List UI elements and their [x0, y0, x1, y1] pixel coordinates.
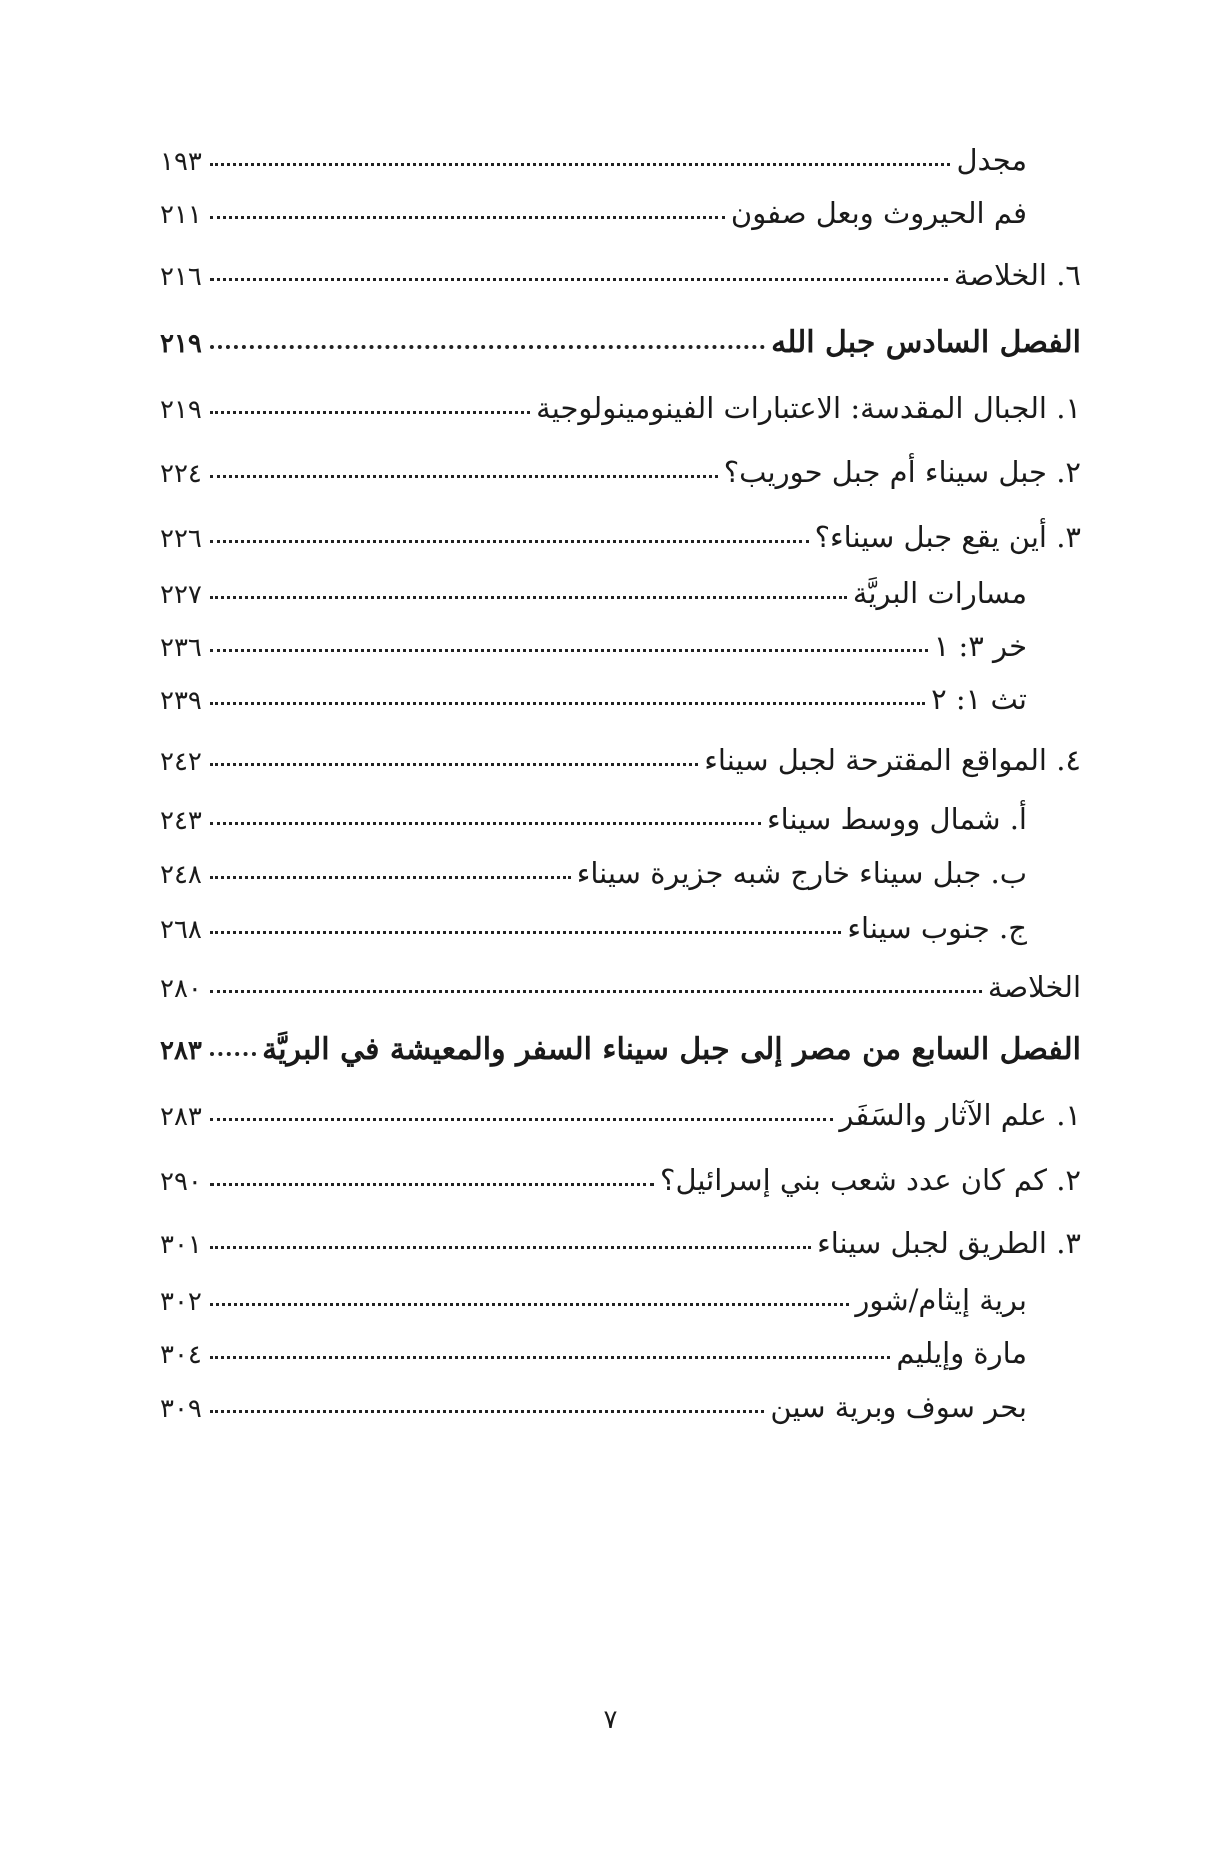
toc-entry-title: برية إيثام/شور	[855, 1283, 1027, 1317]
dot-leader	[210, 163, 950, 166]
toc-entry	[160, 903, 1081, 953]
toc-entry	[160, 848, 1081, 898]
toc-entry	[160, 1155, 1081, 1205]
toc-entry	[160, 962, 1081, 1012]
dot-leader	[210, 990, 982, 993]
toc-entry	[160, 1218, 1081, 1268]
toc-entry-title: مسارات البريَّة	[852, 576, 1027, 610]
dot-leader	[210, 876, 571, 879]
dot-leader	[210, 702, 925, 705]
toc-entry	[160, 383, 1081, 433]
toc-entry-page: ٢٢٤	[160, 459, 202, 489]
toc-entry-page: ٣٠٢	[160, 1287, 202, 1317]
toc-entry-title: ٣. أين يقع جبل سيناء؟	[814, 520, 1081, 554]
toc-entry-title: ٣. الطريق لجبل سيناء	[817, 1226, 1081, 1260]
toc-entry-page: ٣٠١	[160, 1230, 202, 1260]
toc-entry	[160, 1328, 1081, 1378]
toc-entry-page: ٢١٩	[160, 395, 202, 425]
toc-entry-page: ٢٤٢	[160, 747, 202, 777]
toc-chapter-entry	[160, 1025, 1081, 1075]
dot-leader	[210, 1303, 849, 1306]
toc-entry-title: ١. علم الآثار والسَفَر	[839, 1098, 1081, 1132]
toc-entry-page: ٢٨٣	[160, 1036, 202, 1066]
dot-leader	[210, 411, 530, 414]
toc-entry	[160, 447, 1081, 497]
toc-entry-page: ٢٨٣	[160, 1102, 202, 1132]
toc-entry	[160, 1382, 1081, 1432]
toc-entry-title: تث ١: ٢	[931, 682, 1027, 716]
dot-leader	[210, 540, 809, 543]
toc-entry-page: ٢٦٨	[160, 915, 202, 945]
dot-leader	[210, 1410, 764, 1413]
toc-entry-page: ٢٤٨	[160, 860, 202, 890]
dot-leader	[210, 596, 847, 599]
dot-leader	[210, 822, 761, 825]
toc-entry	[160, 1090, 1081, 1140]
dot-leader	[210, 1052, 256, 1056]
dot-leader	[210, 649, 928, 652]
toc-entry-page: ٢٢٦	[160, 524, 202, 554]
dot-leader	[210, 475, 718, 478]
toc-entry	[160, 568, 1081, 618]
dot-leader	[210, 1118, 833, 1121]
toc-entry	[160, 794, 1081, 844]
toc-entry-page: ٢١٩	[160, 329, 202, 359]
toc-entry	[160, 674, 1081, 724]
toc-entry-page: ٣٠٤	[160, 1340, 202, 1370]
toc-entry-title: الفصل السابع من مصر إلى جبل سيناء السفر والمعيشة في البريَّة	[262, 1032, 1081, 1067]
toc-entry-title: فم الحيروث وبعل صفون	[730, 196, 1027, 230]
toc-entry-title: خر ٣: ١	[933, 629, 1027, 663]
toc-entry	[160, 188, 1081, 238]
toc-entry-page: ٢٢٧	[160, 580, 202, 610]
toc-entry	[160, 621, 1081, 671]
toc-entry-title: ب. جبل سيناء خارج شبه جزيرة سيناء	[576, 856, 1027, 890]
toc-entry-title: ٦. الخلاصة	[953, 258, 1081, 292]
toc-entry-page: ٢٣٩	[160, 686, 202, 716]
dot-leader	[210, 1356, 890, 1359]
toc-entry-title: مجدل	[956, 143, 1027, 177]
dot-leader	[210, 1183, 654, 1186]
toc-entry-page: ١٩٣	[160, 147, 202, 177]
toc-entry-page: ٢٤٣	[160, 806, 202, 836]
toc-entry	[160, 1275, 1081, 1325]
toc-entry-title: ج. جنوب سيناء	[847, 911, 1027, 945]
toc-entry-title: ٢. كم كان عدد شعب بني إسرائيل؟	[660, 1163, 1081, 1197]
toc-entry-title: ٤. المواقع المقترحة لجبل سيناء	[704, 743, 1081, 777]
dot-leader	[210, 931, 841, 934]
toc-entry-title: أ. شمال ووسط سيناء	[766, 802, 1027, 836]
toc-entry-page: ٣٠٩	[160, 1394, 202, 1424]
toc-entry-page: ٢٨٠	[160, 974, 202, 1004]
toc-entry	[160, 250, 1081, 300]
toc-chapter-entry	[160, 318, 1081, 368]
toc-entry-title: الفصل السادس جبل الله	[771, 325, 1081, 360]
dot-leader	[210, 278, 948, 281]
toc-entry-title: بحر سوف وبرية سين	[770, 1390, 1027, 1424]
toc-entry-title: الخلاصة	[987, 970, 1081, 1004]
toc-entry	[160, 135, 1081, 185]
toc-entry-page: ٢٩٠	[160, 1167, 202, 1197]
toc-entry-title: ١. الجبال المقدسة: الاعتبارات الفينومينولوجية	[536, 391, 1081, 425]
table-of-contents	[160, 0, 1081, 1851]
toc-entry-page: ٢١١	[160, 200, 202, 230]
dot-leader	[210, 345, 765, 349]
toc-entry-title: مارة وإيليم	[896, 1336, 1027, 1370]
dot-leader	[210, 763, 698, 766]
toc-entry-title: ٢. جبل سيناء أم جبل حوريب؟	[723, 455, 1081, 489]
toc-entry	[160, 735, 1081, 785]
page-number: ٧	[603, 1705, 618, 1735]
toc-entry	[160, 512, 1081, 562]
toc-entry-page: ٢١٦	[160, 262, 202, 292]
dot-leader	[210, 216, 725, 219]
dot-leader	[210, 1246, 811, 1249]
toc-entry-page: ٢٣٦	[160, 633, 202, 663]
